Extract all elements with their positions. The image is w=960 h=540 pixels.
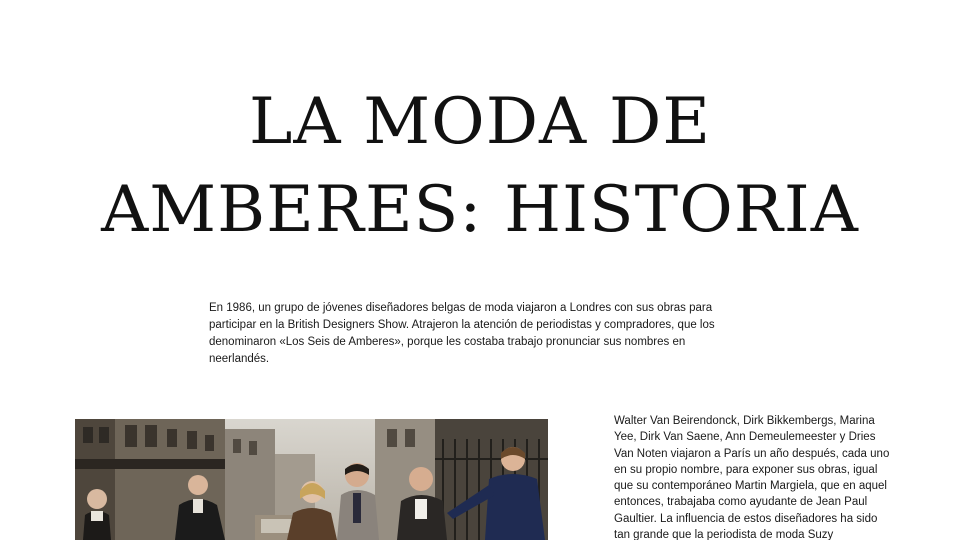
intro-paragraph: En 1986, un grupo de jóvenes diseñadores belgas de moda viajaron a Londres con sus obras para participar en la British Designers Show. Atrajeron la atención de periodistas y compradores, que los denominaron «Los Seis de Amberes», porque les costaba trabajo pronunciar sus nombres en neerlandés. [209,302,715,365]
photo-illustration [75,419,548,540]
page-title [0,78,960,254]
title-line-1: LA MODA DE [248,85,712,159]
group-photo [75,419,548,540]
title-line-2: AMBERES: HISTORIA [101,173,859,247]
body-paragraph: Walter Van Beirendonck, Dirk Bikkembergs, Marina Yee, Dirk Van Saene, Ann Demeulemeester y Dries Van Noten viajaron a París un año después, cada uno en su propio nombre, para exponer sus obras, igual que su contemporáneo Martin Margiela, que en aquel entonces, trabajaba como ayudante de Jean Paul Gaultier. La influencia de estos diseñadores ha sido tan grande que la periodista de moda Suzy [614,415,890,540]
